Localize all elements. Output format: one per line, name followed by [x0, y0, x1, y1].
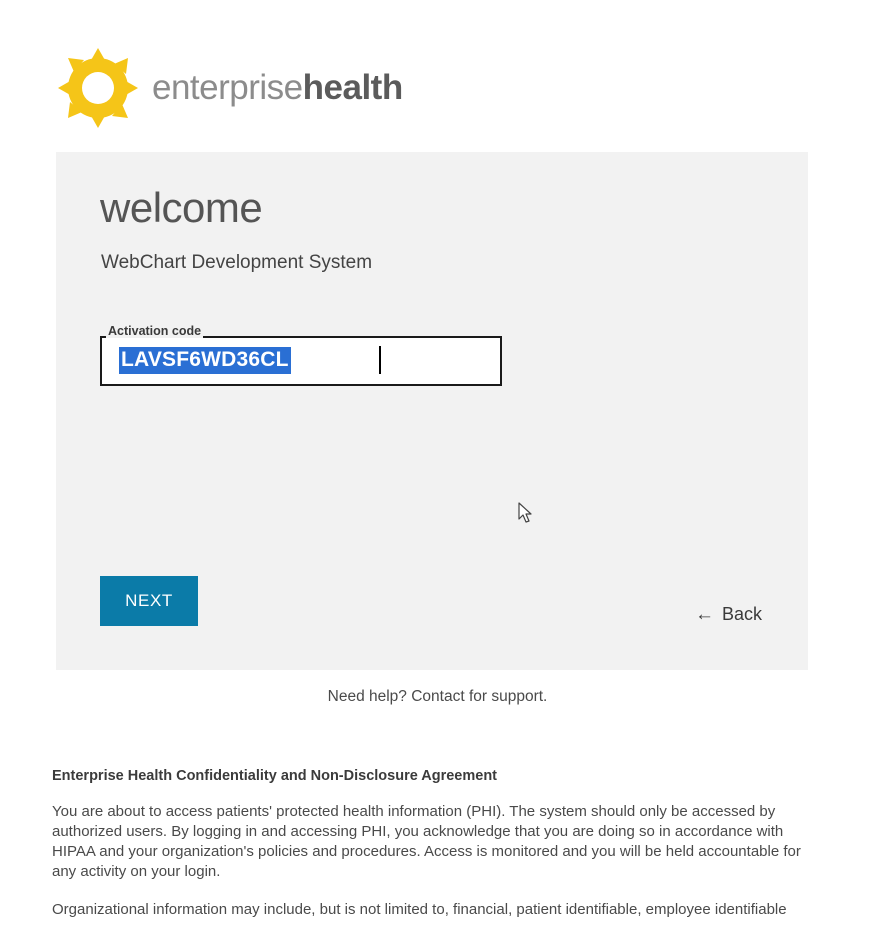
- activation-code-field[interactable]: [100, 324, 504, 388]
- brand-logo: [56, 44, 403, 132]
- legal-title: Enterprise Health Confidentiality and Non-Disclosure Agreement: [52, 768, 498, 784]
- activation-code-value: LAVSF6WD36CL: [119, 347, 291, 374]
- brand-name-bold: health: [302, 68, 403, 107]
- arrow-left-icon: ←: [694, 604, 714, 625]
- next-button[interactable]: NEXT: [100, 576, 198, 626]
- back-label: Back: [721, 604, 762, 624]
- brand-name-light: enterprise: [152, 68, 303, 107]
- login-card: [56, 152, 808, 670]
- back-link[interactable]: [695, 604, 762, 625]
- support-text: Need help? Contact for support.: [327, 688, 548, 705]
- brand-name: [152, 68, 403, 108]
- page-title: welcome: [100, 184, 263, 231]
- legal-paragraph: Organizational information may include, but is not limited to, financial, patient identifiable, employee identifiable: [52, 901, 787, 918]
- text-caret: [379, 346, 381, 374]
- activation-code-label: Activation code: [108, 324, 202, 338]
- system-subtitle: WebChart Development System: [101, 252, 373, 273]
- legal-paragraph: You are about to access patients' protected health information (PHI). The system should only be accessed by authorized users. By logging in and accessing PHI, you acknowledge that you are doing so in accordance with HIPAA and your organization's policies and procedures. Access is monitored and you will be held accountable for any activity on your login.: [52, 803, 801, 880]
- sun-burst-icon: [56, 46, 140, 130]
